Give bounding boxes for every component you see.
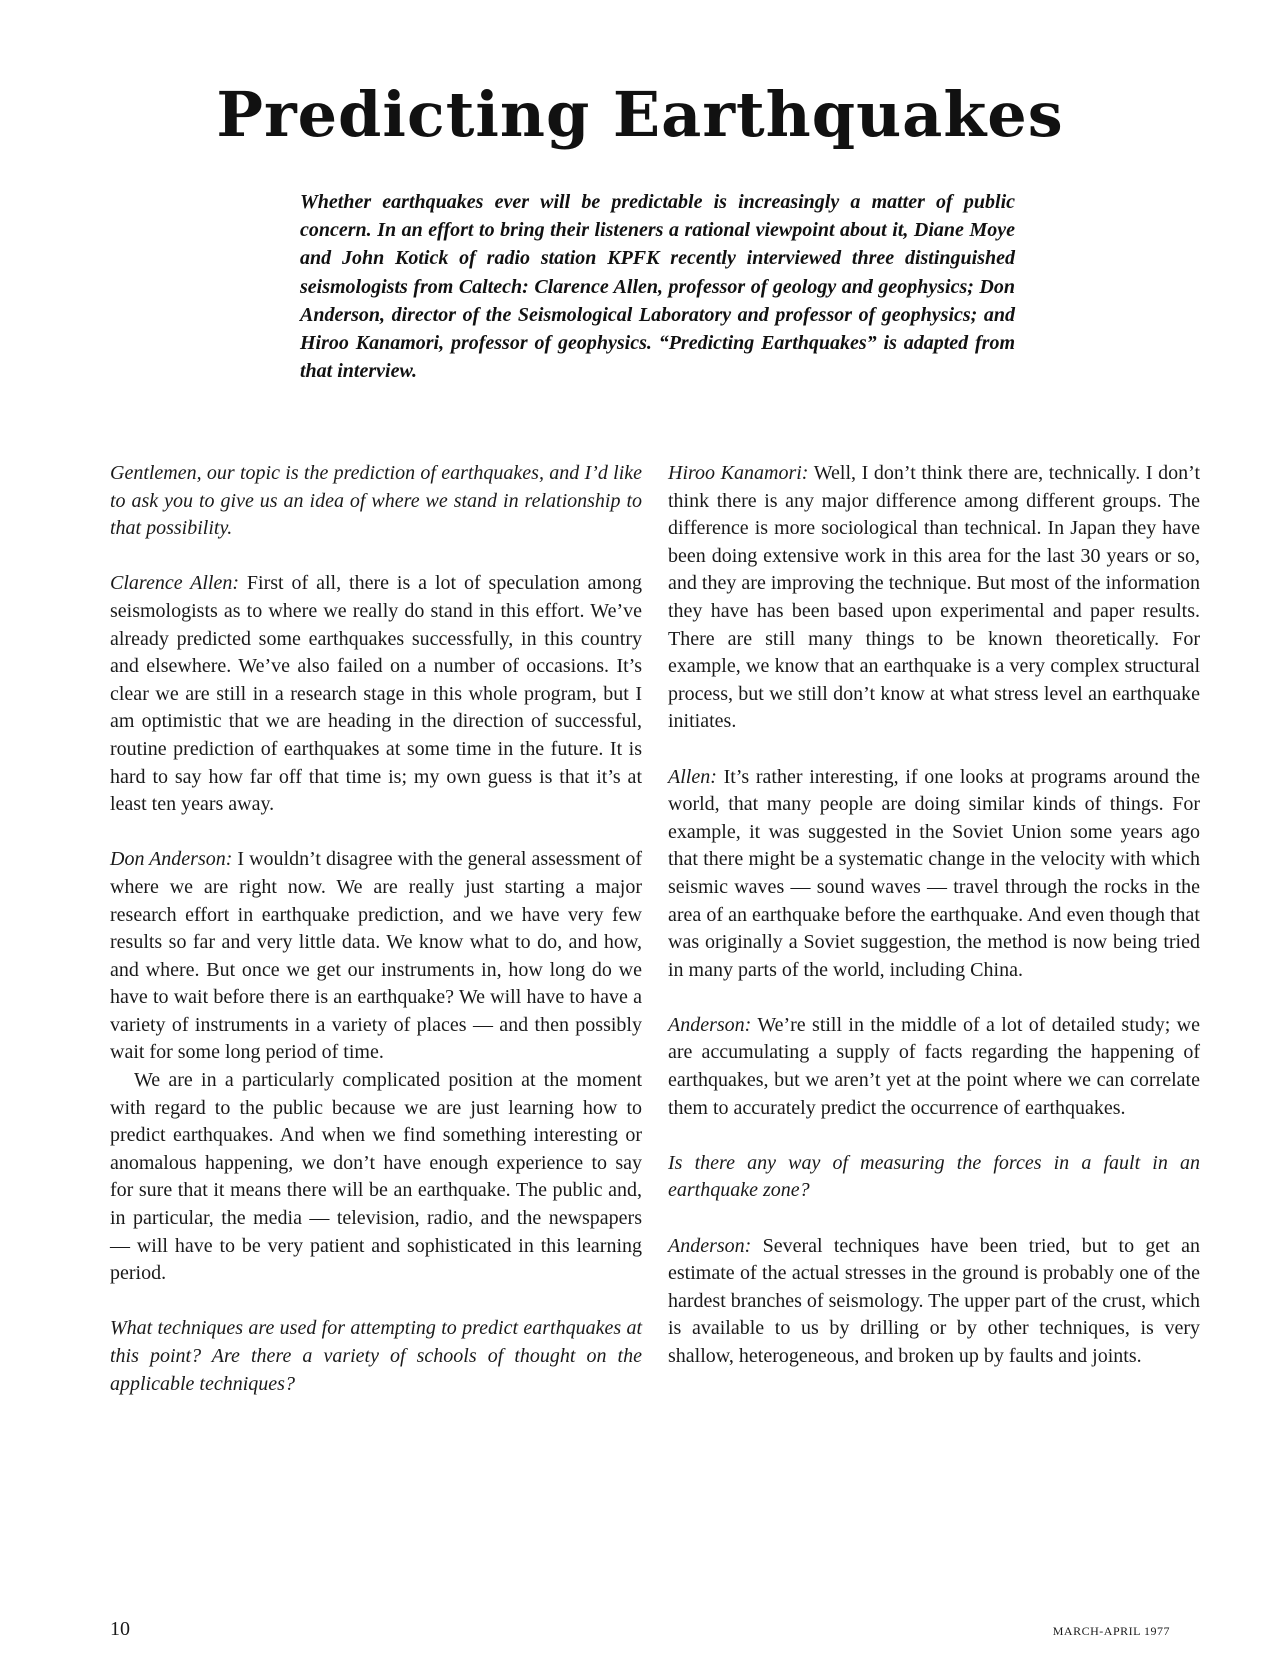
- answer-paragraph: [110, 570, 642, 818]
- interviewer-question: Is there any way of measuring the forces in a fault in an earthquake zone?: [668, 1151, 1200, 1202]
- speaker-name: Anderson:: [668, 1013, 752, 1036]
- answer-text: I wouldn’t disagree with the general assessment of where we are right now. We are really just starting a major research effort in earthquake prediction, and we have very few results so far and very little data. We know what to do, and how, and where. But once we get our instruments in, how long do we have to wait before there is an earthquake? We will have to have a variety of instruments in a variety of places — and then possibly wait for some long period of time.: [110, 848, 642, 1064]
- interviewer-question: What techniques are used for attempting to predict earthquakes at this point? Are there a variety of schools of thought on the applicable techniques?: [110, 1317, 642, 1395]
- answer-text: Several techniques have been tried, but to get an estimate of the actual stresses in the ground is probably one of the hardest branches of seismology. The upper part of the crust, which is available to us by drilling or by other techniques, is very shallow, heterogeneous, and broken up by faults and joints.: [668, 1234, 1200, 1367]
- left-column: [110, 460, 642, 1398]
- speaker-name: Don Anderson:: [110, 848, 233, 871]
- answer-paragraph: [668, 1233, 1200, 1371]
- right-column: [668, 460, 1200, 1371]
- page-number: 10: [110, 1618, 130, 1640]
- answer-paragraph: [668, 764, 1200, 985]
- interviewer-question: Gentlemen, our topic is the prediction of earthquakes, and I’d like to ask you to give us an idea of where we stand in relationship to that possibility.: [110, 462, 642, 540]
- speaker-name: Clarence Allen:: [110, 572, 239, 595]
- answer-paragraph: [110, 846, 642, 1067]
- answer-paragraph: [668, 460, 1200, 736]
- answer-text: It’s rather interesting, if one looks at programs around the world, that many people are doing similar kinds of things. For example, it was suggested in the Soviet Union some years ago that there might be a systematic change in the velocity with which seismic waves — sound waves — travel through the rocks in the area of an earthquake before the earthquake. And even though that was originally a Soviet suggestion, the method is now being tried in many parts of the world, including China.: [668, 765, 1200, 981]
- answer-paragraph: [668, 1012, 1200, 1122]
- article-intro: Whether earthquakes ever will be predictable is increasingly a matter of public concern. In an effort to bring their listeners a rational viewpoint about it, Diane Moye and John Kotick of radio station KPFK recently interviewed three distinguished seismologists from Caltech: Clarence Allen, professor of geology and geophysics; Don Anderson, director of the Seismological Laboratory and professor of geophysics; and Hiroo Kanamori, professor of geophysics. “Predicting Earthquakes” is adapted from that interview.: [300, 191, 1015, 383]
- speaker-name: Hiroo Kanamori:: [668, 462, 809, 484]
- article-title: Predicting Earthquakes: [216, 78, 1064, 151]
- speaker-name: Allen:: [668, 765, 717, 788]
- speaker-name: Anderson:: [668, 1234, 752, 1257]
- answer-paragraph-continued: We are in a particularly complicated position at the moment with regard to the public because we are just learning how to predict earthquakes. And when we find something interesting or anomalous happening, we don’t have enough experience to say for sure that it means there will be an earthquake. The public and, in particular, the media — television, radio, and the newspapers — will have to be very patient and sophisticated in this learning period.: [110, 1069, 642, 1285]
- answer-text: First of all, there is a lot of speculation among seismologists as to where we really do stand in this effort. We’ve already predicted some earthquakes successfully, in this country and elsewhere. We’ve also failed on a number of occasions. It’s clear we are still in a research stage in this whole program, but I am optimistic that we are heading in the direction of successful, routine prediction of earthquakes at some time in the future. It is hard to say how far off that time is; my own guess is that it’s at least ten years away.: [110, 572, 642, 816]
- answer-text: Well, I don’t think there are, technically. I don’t think there is any major difference among different groups. The difference is more sociological than technical. In Japan they have been doing extensive work in this area for the last 30 years or so, and they are improving the technique. But most of the information they have has been based upon experimental and paper results. There are still many things to be known theoretically. For example, we know that an earthquake is a very complex structural process, but we still don’t know at what stress level an earthquake initiates.: [668, 462, 1201, 733]
- answer-text: We’re still in the middle of a lot of detailed study; we are accumulating a supply of facts regarding the happening of earthquakes, but we aren’t yet at the point where we can correlate them to accurately predict the occurrence of earthquakes.: [668, 1013, 1200, 1119]
- issue-date: MARCH-APRIL 1977: [1052, 1624, 1170, 1638]
